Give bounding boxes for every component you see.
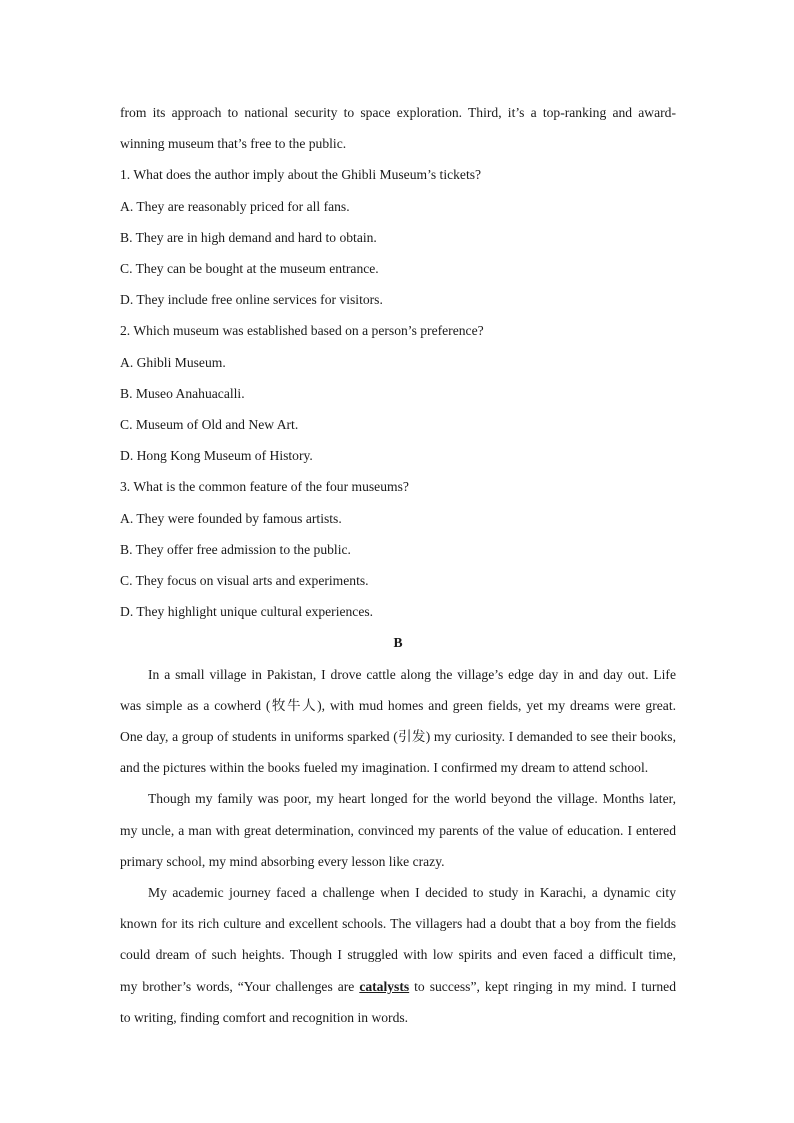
- paragraph-line: known for its rich culture and excellent schools. The villagers had a doubt that a boy from the fields: [120, 916, 676, 932]
- paragraph-line: my uncle, a man with great determination, convinced my parents of the value of education. I entered: [120, 822, 676, 838]
- paragraph-line: In a small village in Pakistan, I drove cattle along the village’s edge day in and day out. Life: [148, 666, 676, 682]
- question-2-option-d: D. Hong Kong Museum of History.: [120, 448, 313, 464]
- paragraph-line: to writing, finding comfort and recognition in words.: [120, 1009, 409, 1025]
- quote-line: [120, 971, 676, 1002]
- document-body: [120, 97, 676, 1033]
- paragraph-line: could dream of such heights. Though I struggled with low spirits and even faced a difficult time,: [120, 947, 676, 963]
- paragraph-line: and the pictures within the books fueled my imagination. I confirmed my dream to attend school.: [120, 760, 649, 776]
- question-3-stem: 3. What is the common feature of the four museums?: [120, 479, 409, 495]
- question-1-option-a: A. They are reasonably priced for all fans.: [120, 198, 350, 214]
- question-3-option-c: C. They focus on visual arts and experiments.: [120, 573, 369, 589]
- passage-a-line: winning museum that’s free to the public.: [120, 136, 347, 152]
- question-3-option-b: B. They offer free admission to the public.: [120, 541, 351, 557]
- question-1-option-b: B. They are in high demand and hard to obtain.: [120, 229, 377, 245]
- emphasized-word: catalysts: [359, 978, 410, 994]
- question-3-option-d: D. They highlight unique cultural experiences.: [120, 604, 374, 620]
- question-2-stem: 2. Which museum was established based on a person’s preference?: [120, 323, 484, 339]
- paragraph-line: My academic journey faced a challenge when I decided to study in Karachi, a dynamic city: [148, 885, 676, 901]
- quote-before: my brother’s words, “Your challenges are: [120, 978, 360, 994]
- paragraph-line: One day, a group of students in uniforms sparked (引发) my curiosity. I demanded to see their books,: [120, 729, 676, 745]
- question-2-option-a: A. Ghibli Museum.: [120, 354, 226, 370]
- question-1-stem: 1. What does the author imply about the Ghibli Museum’s tickets?: [120, 167, 482, 183]
- paragraph-line: primary school, my mind absorbing every lesson like crazy.: [120, 853, 445, 869]
- section-b-paragraph-1: [120, 659, 676, 784]
- question-3-option-a: A. They were founded by famous artists.: [120, 510, 342, 526]
- quote-after: to success”, kept ringing in my mind. I turned: [409, 978, 676, 994]
- question-2-option-c: C. Museum of Old and New Art.: [120, 417, 299, 433]
- paragraph-line: Though my family was poor, my heart longed for the world beyond the village. Months later,: [148, 791, 676, 807]
- question-1-option-d: D. They include free online services for visitors.: [120, 292, 383, 308]
- section-b-paragraph-3: [120, 877, 676, 1033]
- paragraph-line: was simple as a cowherd (牧牛人), with mud homes and green fields, yet my dreams were great.: [120, 697, 676, 713]
- passage-a-line: from its approach to national security to space exploration. Third, it’s a top-ranking and award-: [120, 105, 676, 120]
- question-1-option-c: C. They can be bought at the museum entrance.: [120, 261, 379, 277]
- question-2-option-b: B. Museo Anahuacalli.: [120, 385, 245, 401]
- section-b-heading: B: [393, 635, 403, 651]
- section-b-paragraph-2: [120, 783, 676, 877]
